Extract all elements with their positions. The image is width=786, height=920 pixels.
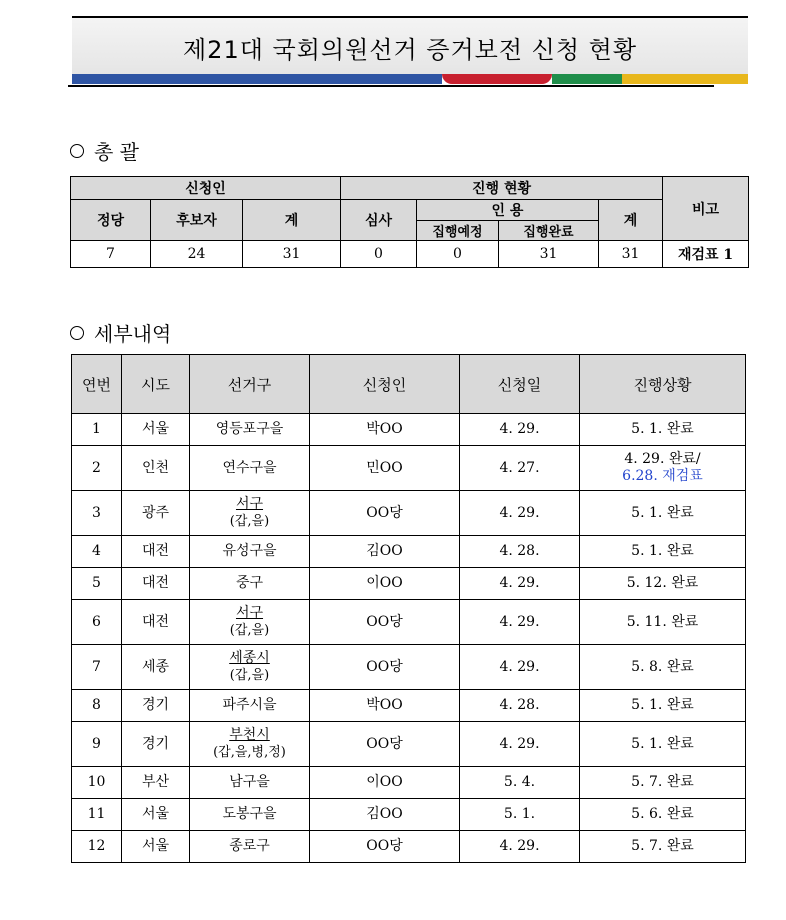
applicant-total-value: 31	[243, 241, 341, 268]
table-row	[72, 831, 746, 863]
title-banner	[72, 16, 748, 86]
district-sub: (갑,을)	[229, 623, 270, 638]
summary-heading-text: 총 괄	[94, 140, 139, 164]
row-status	[580, 690, 746, 722]
status-text: 5. 8. 완료	[631, 658, 694, 675]
review-header: 심사	[341, 200, 417, 241]
row-region: 서울	[122, 799, 190, 831]
status-text: 5. 7. 완료	[631, 838, 694, 854]
district-name: 서구	[235, 605, 264, 621]
row-number: 2	[72, 446, 122, 491]
row-status	[580, 536, 746, 568]
circle-bullet-icon	[70, 144, 84, 158]
table-row	[72, 690, 746, 722]
district-name: 영등포구을	[215, 421, 284, 437]
row-region: 부산	[122, 767, 190, 799]
completed-header: 집행완료	[499, 221, 599, 241]
row-date: 5. 1.	[460, 799, 580, 831]
row-applicant: 김OO	[310, 536, 460, 568]
row-number: 3	[72, 491, 122, 536]
accept-header: 인 용	[417, 200, 599, 221]
district-name: 도봉구을	[222, 806, 277, 822]
row-date: 4. 29.	[460, 414, 580, 446]
row-district	[190, 799, 310, 831]
stripe-red	[442, 74, 552, 84]
district-sub: (갑,을)	[229, 514, 270, 529]
col-header: 시도	[122, 355, 190, 414]
applicant-total-header: 계	[243, 200, 341, 241]
row-district	[190, 491, 310, 536]
title-color-stripe	[72, 74, 748, 84]
table-row	[72, 645, 746, 690]
row-number: 9	[72, 722, 122, 767]
detail-heading-text: 세부내역	[94, 322, 172, 346]
row-date: 4. 28.	[460, 536, 580, 568]
detail-header-row	[72, 355, 746, 414]
col-header: 선거구	[190, 355, 310, 414]
row-applicant: OO당	[310, 645, 460, 690]
district-sub: (갑,을)	[229, 668, 270, 683]
stripe-green	[552, 74, 622, 84]
status-text: 5. 1. 완료	[631, 421, 694, 437]
status-text: 5. 1. 완료	[631, 543, 694, 559]
row-region: 서울	[122, 414, 190, 446]
row-status	[580, 722, 746, 767]
col-header: 신청일	[460, 355, 580, 414]
scheduled-header: 집행예정	[417, 221, 499, 241]
status-text: 5. 12. 완료	[626, 575, 699, 591]
row-status	[580, 491, 746, 536]
row-number: 5	[72, 568, 122, 600]
table-row	[72, 536, 746, 568]
row-district	[190, 536, 310, 568]
row-applicant: 박OO	[310, 414, 460, 446]
row-district	[190, 767, 310, 799]
candidate-header: 후보자	[151, 200, 243, 241]
party-value: 7	[71, 241, 151, 268]
district-sub: (갑,을,병,정)	[213, 745, 286, 760]
row-date: 4. 29.	[460, 568, 580, 600]
row-status	[580, 767, 746, 799]
table-row	[72, 767, 746, 799]
row-applicant: 민OO	[310, 446, 460, 491]
row-number: 7	[72, 645, 122, 690]
col-header: 연번	[72, 355, 122, 414]
row-applicant: OO당	[310, 722, 460, 767]
row-number: 11	[72, 799, 122, 831]
review-value: 0	[341, 241, 417, 268]
district-name: 연수구을	[222, 459, 277, 476]
completed-value: 31	[499, 241, 599, 268]
status-recount: 6.28. 재검표	[622, 468, 703, 484]
row-region: 대전	[122, 536, 190, 568]
detail-heading	[70, 318, 171, 347]
row-date: 4. 27.	[460, 446, 580, 491]
circle-bullet-icon	[70, 326, 84, 340]
district-name: 세종시	[229, 650, 270, 666]
row-applicant: OO당	[310, 491, 460, 536]
row-district	[190, 831, 310, 863]
row-district	[190, 414, 310, 446]
row-district	[190, 645, 310, 690]
row-region: 대전	[122, 600, 190, 645]
row-date: 4. 29.	[460, 645, 580, 690]
row-date: 4. 29.	[460, 831, 580, 863]
status-text: 5. 7. 완료	[631, 774, 694, 790]
row-date: 5. 4.	[460, 767, 580, 799]
detail-table	[71, 354, 746, 863]
row-region: 서울	[122, 831, 190, 863]
row-date: 4. 29.	[460, 600, 580, 645]
note-header: 비고	[663, 177, 749, 241]
row-number: 4	[72, 536, 122, 568]
row-date: 4. 29.	[460, 722, 580, 767]
row-district	[190, 690, 310, 722]
district-name: 서구	[235, 496, 264, 512]
row-number: 1	[72, 414, 122, 446]
note-value: 재검표 1	[663, 241, 749, 268]
party-header: 정당	[71, 200, 151, 241]
status-text: 5. 6. 완료	[631, 806, 694, 822]
table-row	[72, 446, 746, 491]
row-region: 경기	[122, 722, 190, 767]
status-text: 4. 29. 완료/	[624, 451, 701, 467]
district-name: 남구을	[229, 774, 270, 790]
status-text: 5. 11. 완료	[626, 613, 699, 630]
row-applicant: OO당	[310, 831, 460, 863]
row-region: 대전	[122, 568, 190, 600]
status-text: 5. 1. 완료	[631, 735, 694, 752]
row-region: 세종	[122, 645, 190, 690]
row-date: 4. 29.	[460, 491, 580, 536]
row-number: 6	[72, 600, 122, 645]
row-number: 10	[72, 767, 122, 799]
row-applicant: 김OO	[310, 799, 460, 831]
row-applicant: 이OO	[310, 568, 460, 600]
summary-heading	[70, 136, 139, 165]
district-name: 유성구을	[222, 543, 277, 559]
candidate-value: 24	[151, 241, 243, 268]
progress-total-header: 계	[599, 200, 663, 241]
district-name: 파주시을	[222, 697, 277, 713]
row-applicant: 박OO	[310, 690, 460, 722]
progress-total-value: 31	[599, 241, 663, 268]
row-district	[190, 568, 310, 600]
row-number: 8	[72, 690, 122, 722]
district-name: 부천시	[229, 727, 270, 743]
col-header: 진행상황	[580, 355, 746, 414]
district-name: 종로구	[229, 838, 270, 854]
row-applicant: OO당	[310, 600, 460, 645]
row-date: 4. 28.	[460, 690, 580, 722]
row-status	[580, 645, 746, 690]
row-district	[190, 722, 310, 767]
row-district	[190, 600, 310, 645]
page-title: 제21대 국회의원선거 증거보전 신청 현황	[183, 36, 637, 64]
row-region: 광주	[122, 491, 190, 536]
row-number: 12	[72, 831, 122, 863]
row-status	[580, 831, 746, 863]
progress-header: 진행 현황	[341, 177, 663, 200]
applicant-header: 신청인	[71, 177, 341, 200]
table-row	[72, 414, 746, 446]
row-region: 경기	[122, 690, 190, 722]
table-row	[72, 722, 746, 767]
col-header: 신청인	[310, 355, 460, 414]
table-row	[72, 568, 746, 600]
row-district	[190, 446, 310, 491]
row-applicant: 이OO	[310, 767, 460, 799]
row-status	[580, 414, 746, 446]
row-status	[580, 568, 746, 600]
stripe-gold	[622, 74, 748, 84]
row-status	[580, 446, 746, 491]
row-status	[580, 799, 746, 831]
table-row	[72, 600, 746, 645]
stripe-blue	[72, 74, 442, 84]
summary-table	[70, 176, 749, 268]
summary-values-row	[71, 241, 749, 268]
table-row	[72, 799, 746, 831]
row-status	[580, 600, 746, 645]
table-row	[72, 491, 746, 536]
scheduled-value: 0	[417, 241, 499, 268]
status-text: 5. 1. 완료	[631, 504, 694, 521]
row-region: 인천	[122, 446, 190, 491]
status-text: 5. 1. 완료	[631, 697, 694, 713]
district-name: 중구	[235, 575, 264, 591]
title-bottom-rule	[68, 85, 714, 87]
